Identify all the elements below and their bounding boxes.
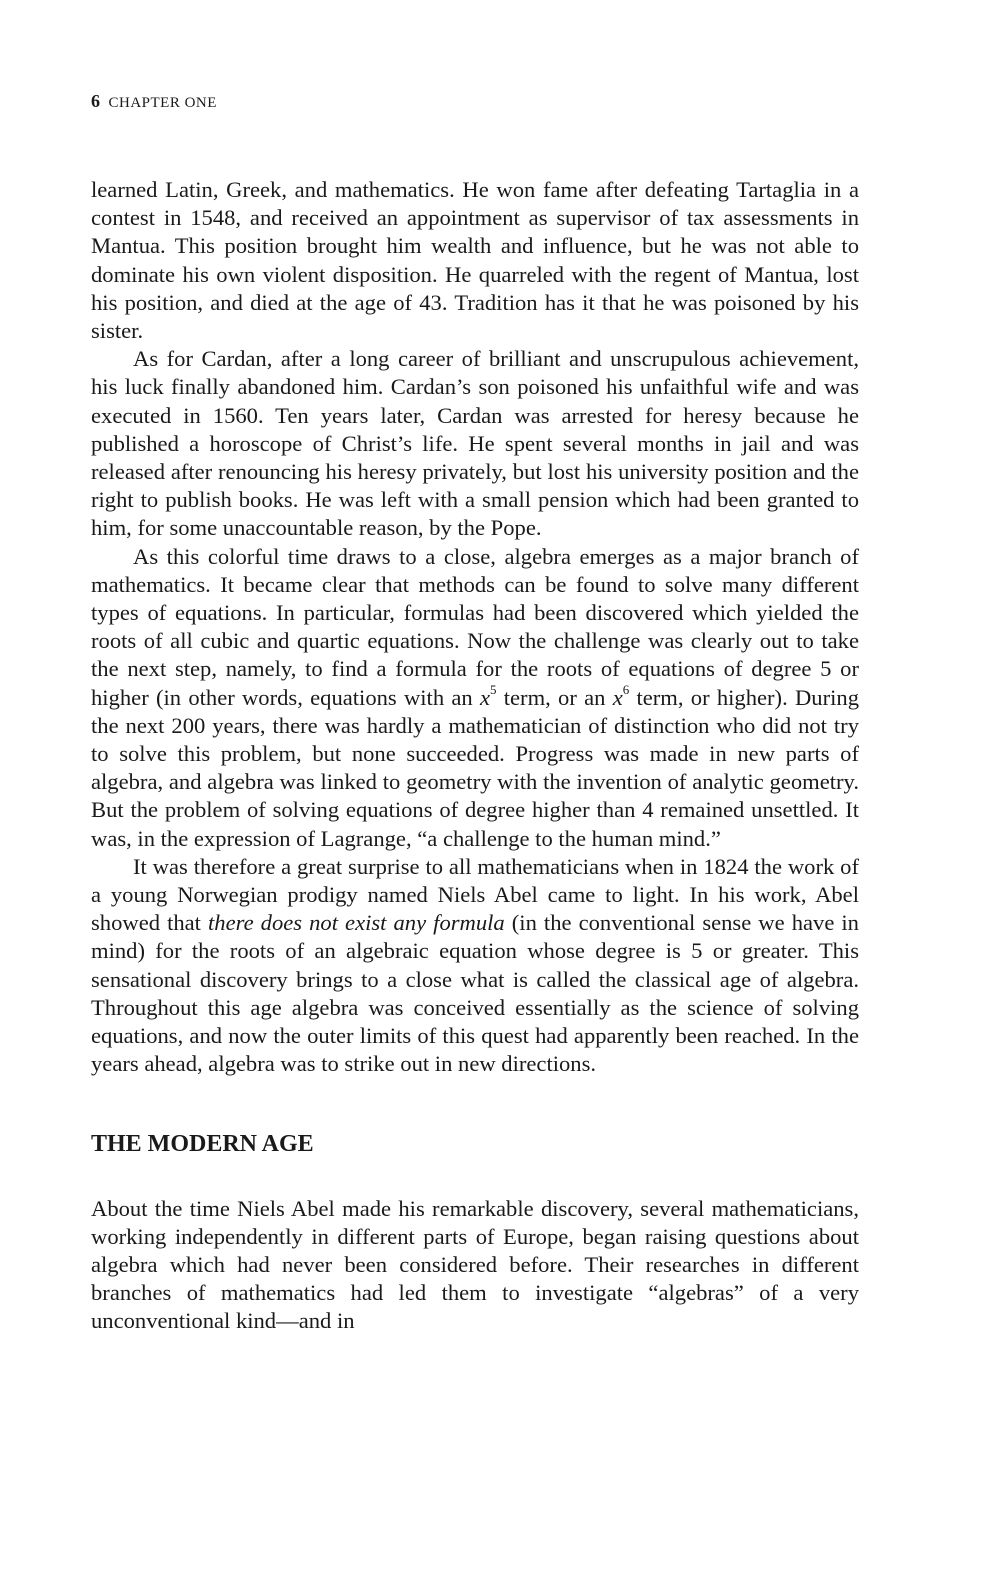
paragraph-abel xyxy=(91,853,859,1079)
paragraph-cardan: As for Cardan, after a long career of brilliant and unscrupulous achievement, his luck finally abandoned him. Cardan’s son poisoned his unfaithful wife and was executed in 1560. Ten years later, Cardan was arrested for heresy because he published a horoscope of Christ’s life. He spent several months in jail and was released after renouncing his heresy privately, but lost his university position and the right to publish books. He was left with a small pension which had been granted to him, for some unaccountable reason, by the Pope. xyxy=(91,346,859,541)
variable-x: x xyxy=(612,684,623,710)
text-span: (in the conventional sense we have in mind) for the roots of an algebraic equation whose degree is 5 or greater. This sensational discovery brings to a close what is called the classical age of algebra. Throughout this age algebra was conceived essentially as the science of solving equations, and now the outer limits of this quest had apparently been reached. In the years ahead, algebra was to strike out in new directions. xyxy=(91,910,859,1077)
book-page xyxy=(91,86,859,1336)
variable-x: x xyxy=(479,684,490,710)
section-heading: THE MODERN AGE xyxy=(91,1130,314,1157)
exponent: 6 xyxy=(622,682,630,698)
page-number: 6 xyxy=(91,91,101,111)
exponent: 5 xyxy=(489,682,497,698)
paragraph-algebra-emerges xyxy=(91,543,859,853)
emphasis-text: there does not exist any formula xyxy=(208,910,505,936)
text-span: term, or an xyxy=(496,684,613,710)
chapter-label: CHAPTER ONE xyxy=(108,95,217,111)
text-span: term, or higher). During the next 200 years, there was hardly a mathematician of distinction who did not try to solve this problem, but none succeeded. Progress was made in new parts of algebra, and algebra was linked to geometry with the invention of analytic geometry. But the problem of solving equations of degree higher than 4 remained unsettled. It was, in the expression of Lagrange, “a challenge to the human mind.” xyxy=(91,684,859,851)
paragraph-modern-age: About the time Niels Abel made his remarkable discovery, several mathematicians, working independently in different parts of Europe, began raising questions about algebra which had never been considered before. Their researches in different branches of mathematics had led them to investigate “algebras” of a very unconventional kind—and in xyxy=(91,1195,859,1334)
running-head xyxy=(91,86,859,116)
text-span: It was therefore a great surprise to all mathematicians when in 1824 the work of a young Norwegian prodigy named Niels Abel came to light. In his work, Abel showed that xyxy=(91,853,859,936)
text-span: As this colorful time draws to a close, algebra emerges as a major branch of mathematics. It became clear that methods can be found to solve many different types of equations. In particular, formulas had been discovered which yielded the roots of all cubic and quartic equations. Now the challenge was clearly out to take the next step, namely, to find a formula for the roots of equations of degree 5 or higher (in other words, equations with an xyxy=(91,543,859,710)
paragraph-tartaglia: learned Latin, Greek, and mathematics. He won fame after defeating Tartaglia in a contest in 1548, and received an appointment as supervisor of tax assessments in Mantua. This position brought him wealth and influence, but he was not able to dominate his own violent disposition. He quarreled with the regent of Mantua, lost his position, and died at the age of 43. Tradition has it that he was poisoned by his sister. xyxy=(91,177,859,344)
